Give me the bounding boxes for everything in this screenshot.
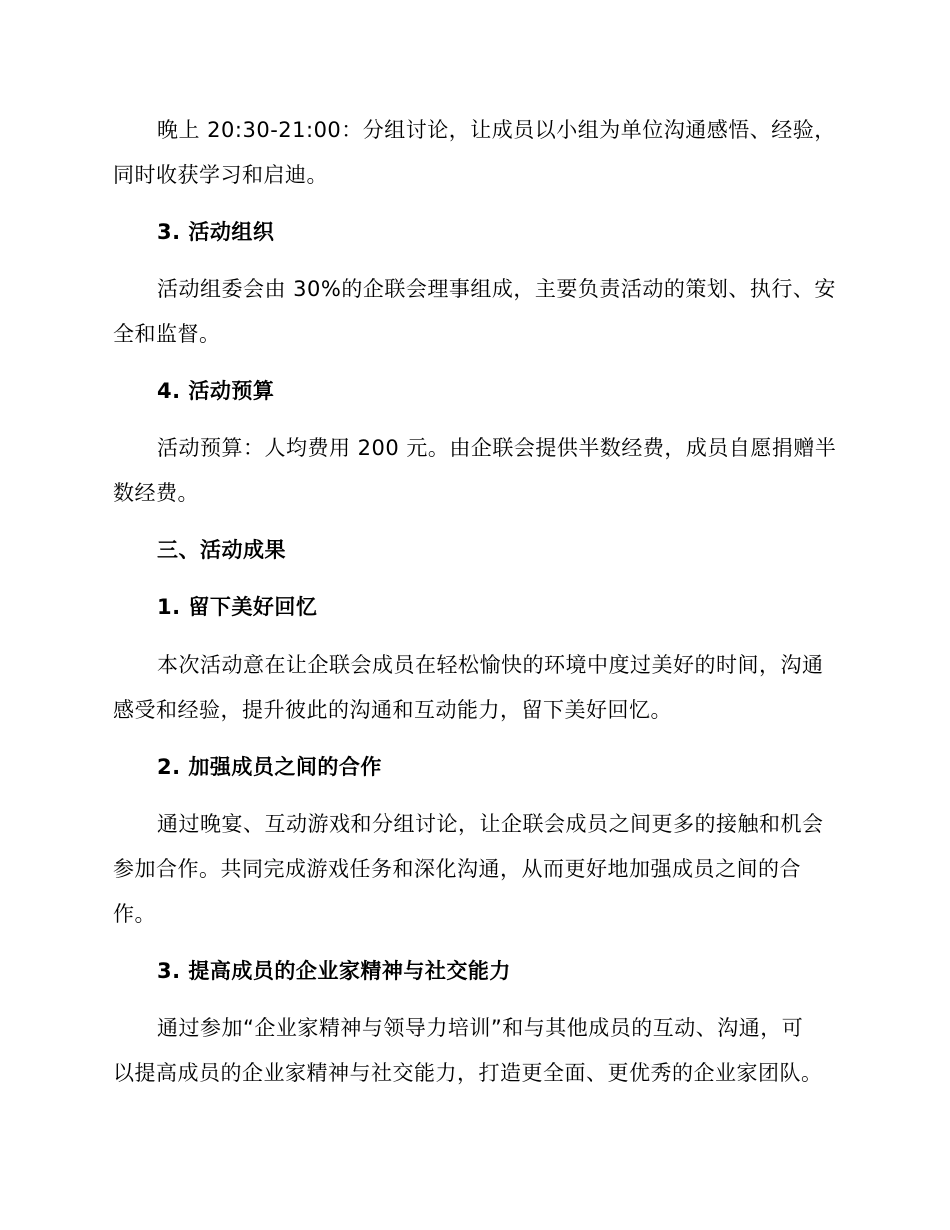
paragraph-line: 以提高成员的企业家精神与社交能力，打造更全面、更优秀的企业家团队。 [113, 1061, 823, 1085]
section-heading: 3. 提高成员的企业家精神与社交能力 [157, 959, 511, 983]
section-heading: 4. 活动预算 [157, 379, 275, 403]
paragraph-line: 同时收获学习和启迪。 [113, 163, 328, 187]
paragraph-line: 本次活动意在让企联会成员在轻松愉快的环境中度过美好的时间，沟通 [157, 653, 824, 677]
paragraph-line: 通过参加“企业家精神与领导力培训”和与其他成员的互动、沟通，可 [157, 1016, 804, 1040]
paragraph-line: 活动组委会由 30%的企联会理事组成，主要负责活动的策划、执行、安 [157, 277, 836, 301]
paragraph-line: 晚上 20:30-21:00：分组讨论，让成员以小组为单位沟通感悟、经验， [157, 118, 836, 142]
section-heading: 2. 加强成员之间的合作 [157, 755, 382, 779]
paragraph-line: 感受和经验，提升彼此的沟通和互动能力，留下美好回忆。 [113, 698, 672, 722]
paragraph-line: 通过晚宴、互动游戏和分组讨论，让企联会成员之间更多的接触和机会 [157, 812, 824, 836]
section-heading: 3. 活动组织 [157, 220, 275, 244]
section-heading: 三、活动成果 [157, 538, 286, 562]
paragraph-line: 数经费。 [113, 481, 199, 505]
paragraph-line: 活动预算：人均费用 200 元。由企联会提供半数经费，成员自愿捐赠半 [157, 436, 837, 460]
paragraph-line: 全和监督。 [113, 322, 221, 346]
section-heading: 1. 留下美好回忆 [157, 595, 318, 619]
paragraph-line: 作。 [113, 902, 156, 926]
paragraph-line: 参加合作。共同完成游戏任务和深化沟通，从而更好地加强成员之间的合 [113, 857, 801, 881]
